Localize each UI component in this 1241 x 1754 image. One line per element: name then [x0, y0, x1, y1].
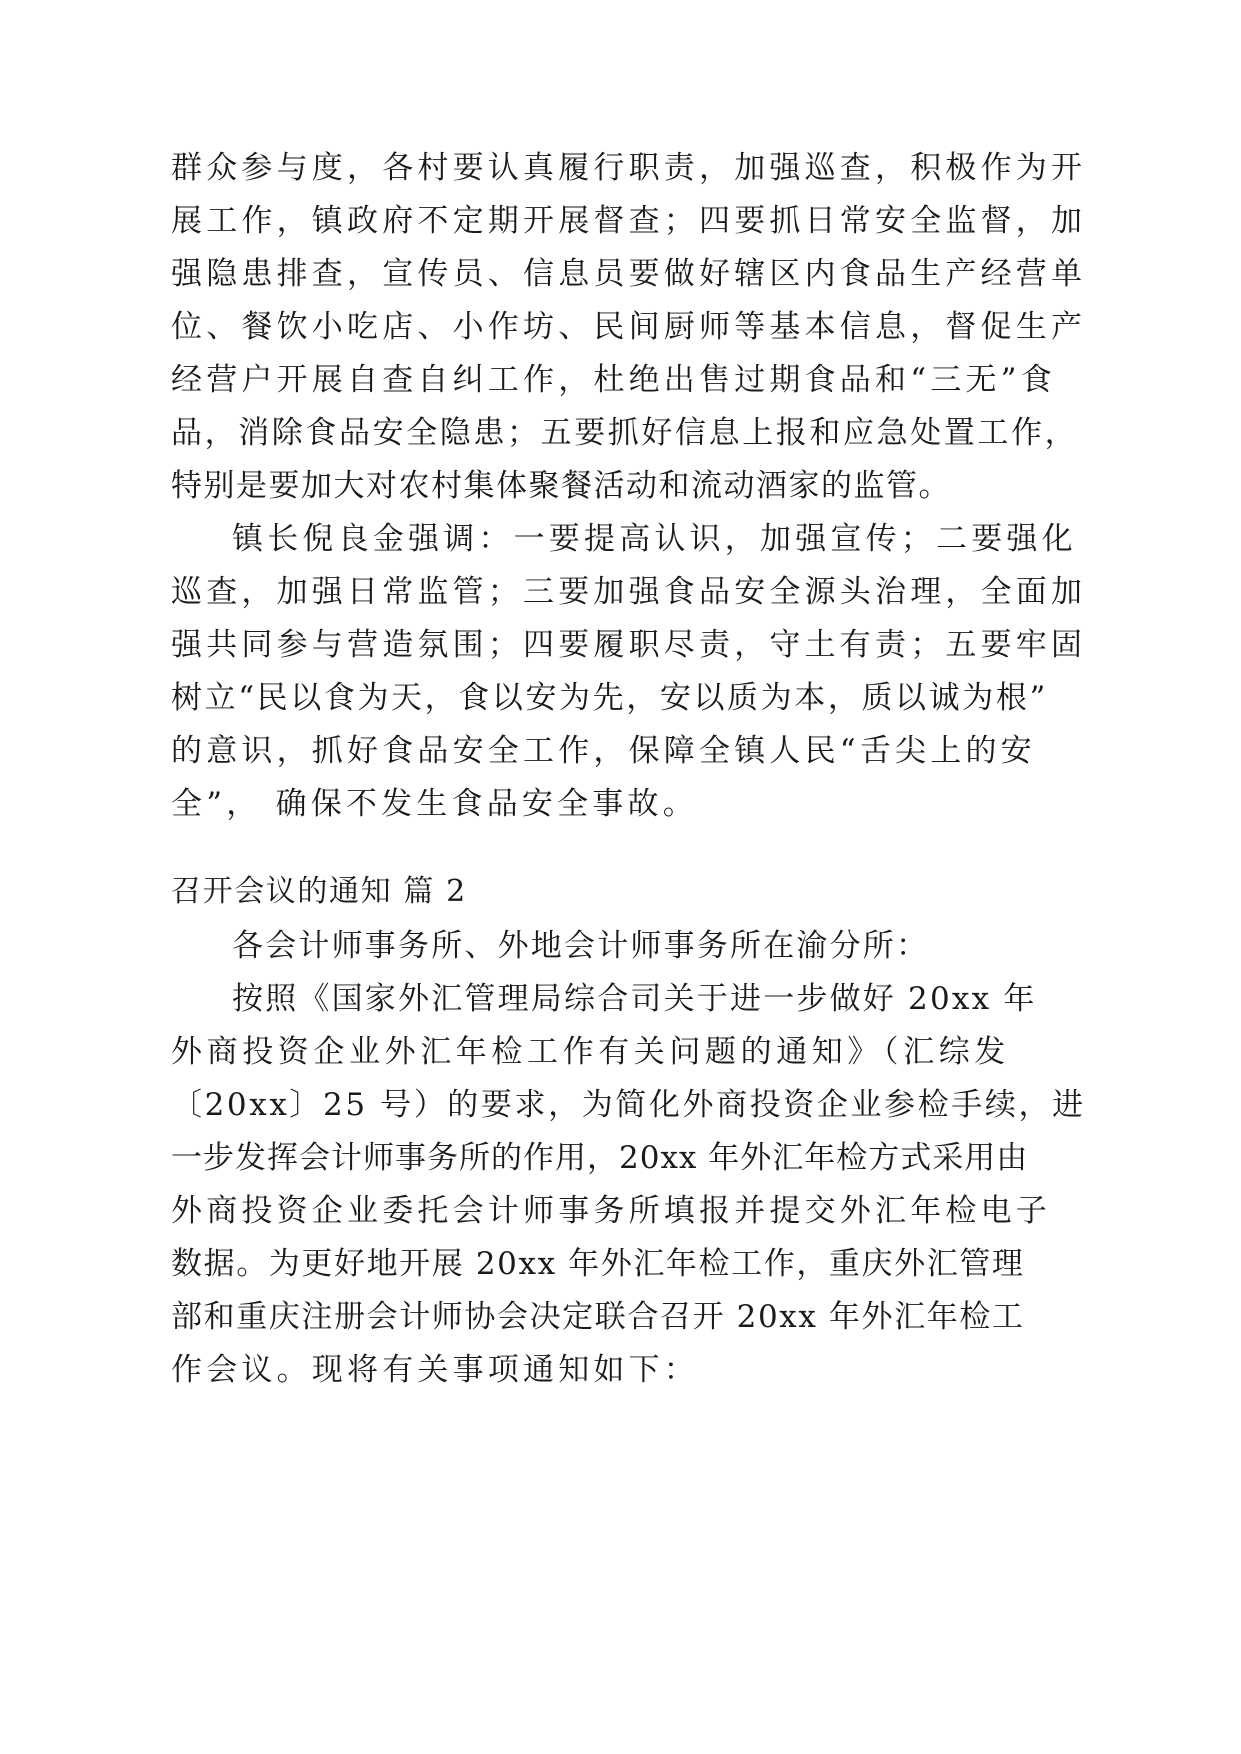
paragraph-2-line-4 [0, 668, 1241, 728]
text-line: 树立“民以食为天，食以安为先，安以质为本，质以诚为根” [171, 680, 1048, 716]
paragraph-1-line-1 [0, 138, 1241, 198]
text-line: 群众参与度，各村要认真履行职责，加强巡查，积极作为开 [171, 150, 1087, 186]
text-line: 的意识，抓好食品安全工作，保障全镇人民“舌尖上的安 [171, 733, 1036, 769]
text-line: 一步发挥会计师事务所的作用，20xx 年外汇年检方式采用由 [171, 1140, 1029, 1176]
paragraph-1-line-2 [0, 191, 1241, 251]
heading-text: 召开会议的通知 篇 2 [171, 874, 467, 909]
paragraph-3-line-4 [0, 1128, 1241, 1188]
salutation [0, 916, 1241, 976]
paragraph-3-line-1 [0, 969, 1241, 1029]
text-line: 镇长倪良金强调：一要提高认识，加强宣传；二要强化 [232, 521, 1077, 557]
paragraph-2-line-3 [0, 615, 1241, 675]
paragraph-3-line-8 [0, 1340, 1241, 1400]
paragraph-1-line-6 [0, 403, 1241, 463]
text-line: 品，消除食品安全隐患；五要抓好信息上报和应急处置工作， [171, 415, 1079, 451]
text-line: 位、餐饮小吃店、小作坊、民间厨师等基本信息，督促生产 [171, 309, 1087, 345]
text-line: 展工作，镇政府不定期开展督查；四要抓日常安全监督，加 [171, 203, 1087, 239]
paragraph-1-line-7 [0, 456, 1241, 516]
text-line: 部和重庆注册会计师协会决定联合召开 20xx 年外汇年检工 [171, 1299, 1025, 1335]
text-line: 〔20xx〕25 号）的要求，为简化外商投资企业参检手续，进 [171, 1087, 1086, 1123]
paragraph-2-line-6 [0, 774, 1241, 834]
text-line: 强共同参与营造氛围；四要履职尽责，守土有责；五要牢固 [171, 627, 1087, 663]
paragraph-1-line-5 [0, 350, 1241, 410]
text-line: 数据。为更好地开展 20xx 年外汇年检工作，重庆外汇管理 [171, 1246, 1025, 1282]
paragraph-2-line-2 [0, 562, 1241, 622]
text-line: 作会议。现将有关事项通知如下： [171, 1352, 699, 1388]
paragraph-2-line-5 [0, 721, 1241, 781]
salutation-text: 各会计师事务所、外地会计师事务所在渝分所： [232, 928, 930, 964]
paragraph-3-line-2 [0, 1022, 1241, 1082]
paragraph-3-line-6 [0, 1234, 1241, 1294]
text-line: 外商投资企业外汇年检工作有关问题的通知》（汇综发 [171, 1034, 1010, 1070]
paragraph-1-line-4 [0, 297, 1241, 357]
paragraph-3-line-5 [0, 1181, 1241, 1241]
text-line: 全”， 确保不发生食品安全事故。 [171, 786, 698, 822]
text-line: 巡查，加强日常监管；三要加强食品安全源头治理，全面加 [171, 574, 1087, 610]
paragraph-2-line-1 [0, 509, 1241, 569]
text-line: 按照《国家外汇管理局综合司关于进一步做好 20xx 年 [232, 981, 1037, 1017]
paragraph-1-line-3 [0, 244, 1241, 304]
paragraph-3-line-3 [0, 1075, 1241, 1135]
section-heading [0, 862, 1241, 922]
text-line: 特别是要加大对农村集体聚餐活动和流动酒家的监管。 [171, 468, 951, 504]
paragraph-3-line-7 [0, 1287, 1241, 1347]
text-line: 强隐患排查，宣传员、信息员要做好辖区内食品生产经营单 [171, 256, 1087, 292]
text-line: 外商投资企业委托会计师事务所填报并提交外汇年检电子 [171, 1193, 1051, 1229]
text-line: 经营户开展自查自纠工作，杜绝出售过期食品和“三无”食 [171, 362, 1056, 398]
